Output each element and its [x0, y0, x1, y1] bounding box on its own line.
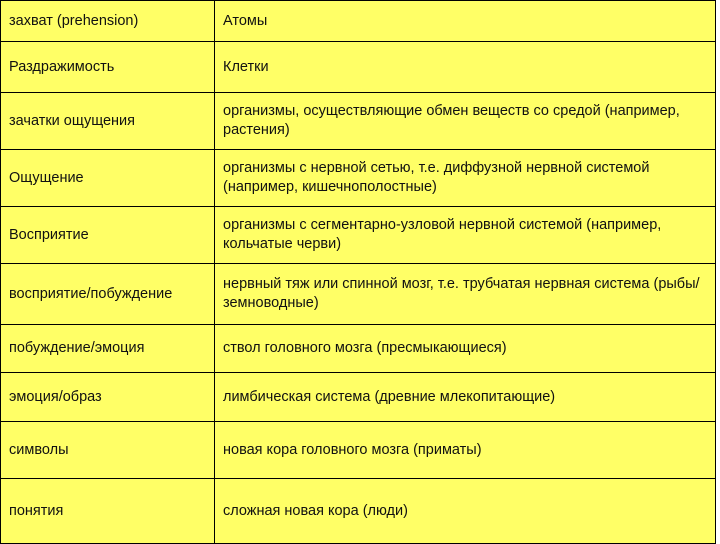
cell-right: нервный тяж или спинной мозг, т.е. трубчатая нервная система (рыбы/земноводные): [215, 264, 716, 325]
cell-left: зачатки ощущения: [1, 93, 215, 150]
cell-right: организмы с сегментарно-узловой нервной системой (например, кольчатые черви): [215, 207, 716, 264]
cell-left: побуждение/эмоция: [1, 325, 215, 373]
table-row: [1, 373, 716, 422]
table-row: [1, 479, 716, 544]
cell-right: новая кора головного мозга (приматы): [215, 422, 716, 479]
cell-left: эмоция/образ: [1, 373, 215, 422]
cell-right: ствол головного мозга (пресмыкающиеся): [215, 325, 716, 373]
cell-left: восприятие/побуждение: [1, 264, 215, 325]
table-row: [1, 1, 716, 42]
table-row: [1, 150, 716, 207]
table-row: [1, 325, 716, 373]
table-row: [1, 93, 716, 150]
cell-right: организмы с нервной сетью, т.е. диффузной нервной системой (например, кишечнополостные): [215, 150, 716, 207]
table-row: [1, 207, 716, 264]
cell-left: захват (prehension): [1, 1, 215, 42]
cell-right: организмы, осуществляющие обмен веществ со средой (например, растения): [215, 93, 716, 150]
table-row: [1, 422, 716, 479]
table-row: [1, 264, 716, 325]
cell-left: Ощущение: [1, 150, 215, 207]
cell-left: символы: [1, 422, 215, 479]
table-row: [1, 42, 716, 93]
cell-right: Атомы: [215, 1, 716, 42]
cell-left: понятия: [1, 479, 215, 544]
cell-right: сложная новая кора (люди): [215, 479, 716, 544]
cell-right: Клетки: [215, 42, 716, 93]
cell-left: Раздражимость: [1, 42, 215, 93]
cell-right: лимбическая система (древние млекопитающие): [215, 373, 716, 422]
cell-left: Восприятие: [1, 207, 215, 264]
